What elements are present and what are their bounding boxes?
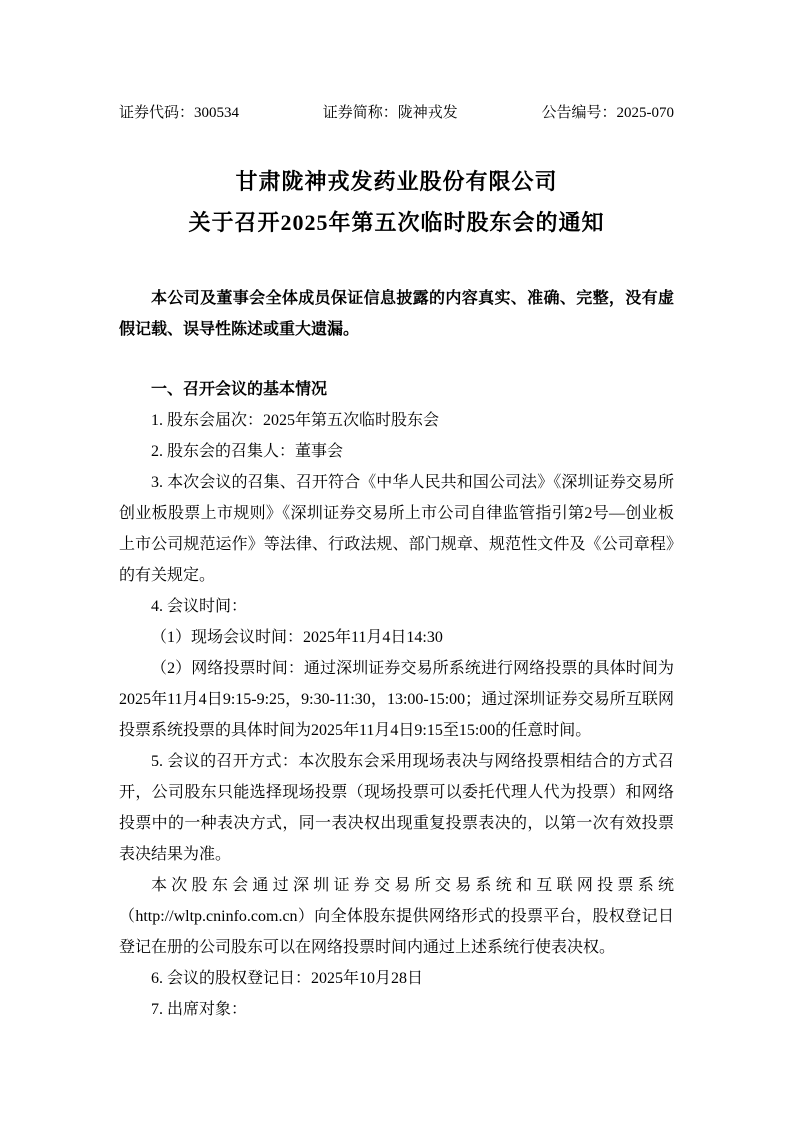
notice-title: 关于召开2025年第五次临时股东会的通知 xyxy=(188,210,605,235)
para-meeting-method: 5. 会议的召开方式：本次股东会采用现场表决与网络投票相结合的方式召开，公司股东只能选择现场投票（现场投票可以委托代理人代为投票）和网络投票中的一种表决方式，同一表决权出现重复投票表决的，以第一次有效投票表决结果为准。 xyxy=(119,753,674,863)
para-legality-statement: 3. 本次会议的召集、召开符合《中华人民共和国公司法》《深圳证券交易所创业板股票上市规则》《深圳证券交易所上市公司自律监管指引第2号—创业板上市公司规范运作》等法律、行政法规、部门规章、规范性文件及《公司章程》的有关规定。 xyxy=(119,474,674,584)
stock-abbr-label: 证券简称：陇神戎发 xyxy=(322,105,458,121)
section-1-heading: 一、召开会议的基本情况 xyxy=(151,381,328,398)
stock-code-label: 证券代码：300534 xyxy=(119,105,240,121)
company-name-title: 甘肃陇神戎发药业股份有限公司 xyxy=(235,169,558,194)
document-header xyxy=(119,103,674,123)
para-online-voting-time: （2）网络投票时间：通过深圳证券交易所系统进行网络投票的具体时间为2025年11月4日9:15-9:25，9:30-11:30，13:00-15:00；通过深圳证券交易所互联网投票系统投票的具体时间为2025年11月4日9:15至15:00的任意时间。 xyxy=(119,660,674,739)
disclaimer-statement: 本公司及董事会全体成员保证信息披露的内容真实、准确、完整，没有虚假记载、误导性陈述或重大遗漏。 xyxy=(119,290,674,338)
para-voting-platform: 本次股东会通过深圳证券交易所交易系统和互联网投票系统（http://wltp.cninfo.com.cn）向全体股东提供网络形式的投票平台，股权登记日登记在册的公司股东可以在网络投票时间内通过上述系统行使表决权。 xyxy=(119,877,674,956)
para-attendees-label: 7. 出席对象： xyxy=(151,1001,248,1018)
para-onsite-meeting-time: （1）现场会议时间：2025年11月4日14:30 xyxy=(151,629,443,646)
para-meeting-time-label: 4. 会议时间： xyxy=(151,598,248,615)
announcement-number-label: 公告编号：2025-070 xyxy=(541,105,674,121)
para-record-date: 6. 会议的股权登记日：2025年10月28日 xyxy=(151,970,424,987)
para-meeting-session: 1. 股东会届次：2025年第五次临时股东会 xyxy=(151,412,440,429)
para-convener: 2. 股东会的召集人：董事会 xyxy=(151,443,344,460)
